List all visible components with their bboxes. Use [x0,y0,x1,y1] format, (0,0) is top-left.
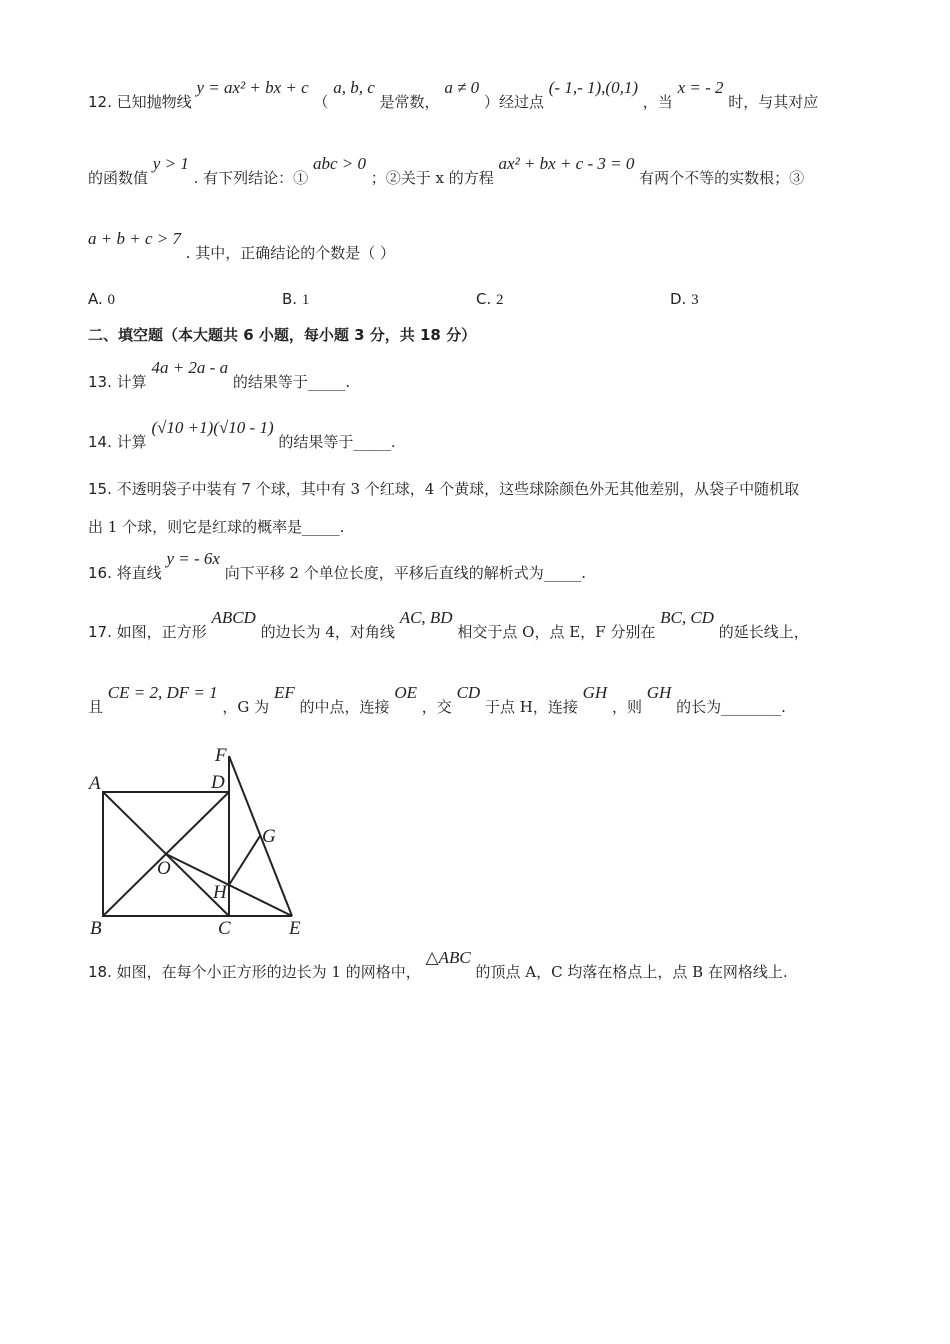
geometry-figure [85,742,315,942]
label-c: C [218,918,231,939]
q17-line-2 [88,683,786,717]
text: 如图，正方形 [116,623,207,641]
text: 的延长线上， [718,623,809,641]
text: 出 1 个球，则它是红球的概率是_____. [88,518,345,536]
text: 如图，在每个小正方形的边长为 1 的网格中， [116,963,421,981]
label-b: B [90,918,102,939]
option-value: 3 [691,292,699,308]
question-number: 12. [88,93,112,111]
option-value: 0 [107,292,116,308]
text: 的函数值 [88,169,149,187]
text: 向下平移 2 个单位长度，平移后直线的解析式为_____. [224,564,587,582]
text: 且 [88,698,104,716]
text: ，则 [611,698,642,716]
text: 有两个不等的实数根；③ [639,169,805,187]
q12-line-2 [88,154,805,188]
q14 [88,418,396,452]
q12-line-3 [88,229,396,263]
option-c [476,290,504,309]
text: 计算 [116,433,147,451]
q16 [88,549,587,583]
text: 不透明袋子中装有 7 个球，其中有 3 个红球，4 个黄球，这些球除颜色外无其他差别，从袋子中随机取 [116,480,800,498]
question-number: 16. [88,564,112,582]
q12-line-1 [88,78,819,112]
option-label: C. [476,290,492,308]
question-number: 15. [88,480,112,498]
text: 相交于点 O，点 E，F 分别在 [457,623,656,641]
option-value: 1 [301,292,310,308]
math-expression: 4a + 2a - a [151,358,229,377]
label-g: G [262,826,276,847]
label-a: A [89,773,101,794]
text: 的中点，连接 [299,698,390,716]
question-number: 13. [88,373,112,391]
math-expression: △ABC [425,948,471,967]
math-expression: BC, CD [660,608,714,627]
section-heading: 二、填空题（本大题共 6 小题，每小题 3 分，共 18 分） [88,326,477,344]
text: 的长为________. [676,698,786,716]
text: ）经过点 [483,93,544,111]
math-expression: x = - 2 [677,78,724,97]
math-expression: AC, BD [399,608,453,627]
question-number: 17. [88,623,112,641]
label-d: D [211,772,225,793]
math-expression: CE = 2, DF = 1 [107,683,218,702]
math-expression: GH [646,683,672,702]
text: 的结果等于_____. [278,433,396,451]
q17-line-1 [88,608,809,642]
option-label: D. [670,290,687,308]
math-expression: EF [273,683,295,702]
q15-line-1 [88,479,799,499]
text: ；②关于 x 的方程 [370,169,494,187]
text: ，G 为 [222,698,270,716]
math-expression: a ≠ 0 [444,78,480,97]
math-expression: GH [582,683,608,702]
option-a [88,290,115,309]
text: （ [313,93,329,111]
text: . 其中，正确结论的个数是（ ） [185,244,396,262]
option-d [670,290,699,309]
label-o: O [157,858,171,879]
q15-line-2 [88,517,344,537]
math-expression: a, b, c [333,78,375,97]
math-expression: (√10 +1)(√10 - 1) [151,418,274,437]
text: 已知抛物线 [116,93,192,111]
math-expression: OE [394,683,417,702]
option-b [282,290,309,309]
label-e: E [289,918,301,939]
segment-ef [229,756,292,916]
text: 计算 [116,373,147,391]
math-expression: ax² + bx + c - 3 = 0 [498,154,635,173]
text: 的结果等于_____. [232,373,351,391]
math-expression: CD [456,683,481,702]
label-f: F [215,745,227,766]
text: ，交 [421,698,452,716]
question-number: 18. [88,963,112,981]
option-label: B. [282,290,298,308]
math-expression: ABCD [211,608,256,627]
math-expression: y > 1 [152,154,189,173]
text: . 有下列结论：① [193,169,309,187]
math-expression: a + b + c > 7 [88,229,181,248]
text: 的边长为 4，对角线 [260,623,395,641]
text: ，当 [642,93,673,111]
label-h: H [213,882,227,903]
option-value: 2 [496,292,504,308]
text: 是常数， [379,93,440,111]
text: 时，与其对应 [728,93,819,111]
math-expression: y = - 6x [166,549,220,568]
q13 [88,358,351,392]
question-number: 14. [88,433,112,451]
q18 [88,948,788,982]
math-expression: (- 1,- 1),(0,1) [548,78,638,97]
text: 将直线 [116,564,162,582]
segment-gh [229,836,260,885]
math-expression: y = ax² + bx + c [196,78,309,97]
math-expression: abc > 0 [312,154,366,173]
text: 于点 H，连接 [484,698,578,716]
option-label: A. [88,290,103,308]
text: 的顶点 A，C 均落在格点上，点 B 在网格线上. [475,963,788,981]
